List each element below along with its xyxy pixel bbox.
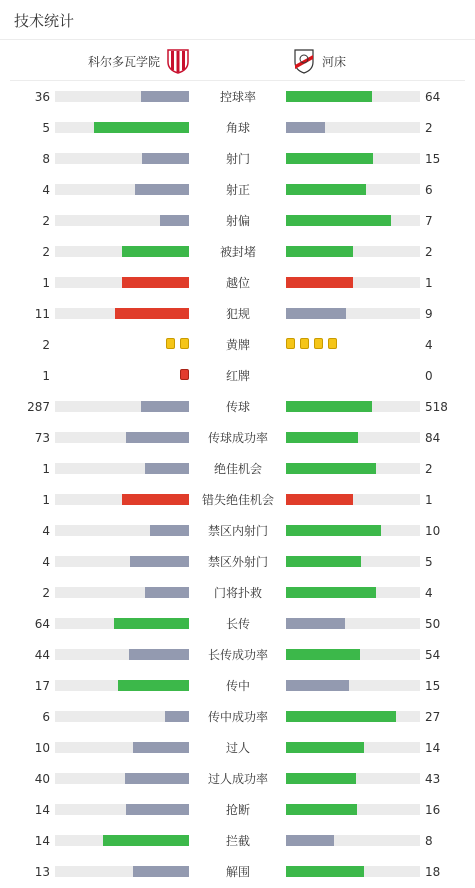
stat-row — [0, 639, 475, 670]
page-title: 技术统计 — [14, 12, 75, 30]
away-bar-fill — [286, 91, 372, 102]
stat-row — [0, 794, 475, 825]
away-bar-track — [286, 153, 420, 164]
home-bar-track — [55, 401, 189, 412]
stats-list — [0, 81, 475, 887]
home-bar-track — [55, 246, 189, 257]
stat-label: 红牌 — [225, 369, 250, 383]
away-value: 5 — [425, 555, 433, 569]
away-bar-fill — [286, 277, 353, 288]
away-bar-fill — [286, 153, 373, 164]
away-bar-fill — [286, 866, 364, 877]
stat-row — [0, 670, 475, 701]
home-bar-fill — [122, 246, 189, 257]
away-bar-fill — [286, 246, 353, 257]
home-value: 1 — [42, 369, 50, 383]
stat-row — [0, 546, 475, 577]
away-value: 14 — [425, 741, 441, 755]
away-team[interactable] — [292, 47, 346, 75]
home-value: 1 — [42, 276, 50, 290]
stat-row — [0, 329, 475, 360]
away-value: 4 — [425, 338, 433, 352]
away-bar-fill — [286, 463, 376, 474]
stat-label: 射门 — [225, 152, 250, 166]
home-value: 287 — [27, 400, 50, 414]
away-bar-track — [286, 122, 420, 133]
home-value: 17 — [34, 679, 50, 693]
away-value: 18 — [425, 865, 441, 879]
away-value: 2 — [425, 245, 433, 259]
away-bar-fill — [286, 680, 349, 691]
away-value: 2 — [425, 121, 433, 135]
stat-label: 黄牌 — [225, 338, 250, 352]
home-value: 14 — [34, 834, 50, 848]
stat-label: 传球成功率 — [207, 431, 268, 445]
away-bar-fill — [286, 742, 364, 753]
home-bar-track — [55, 618, 189, 629]
stat-row — [0, 856, 475, 887]
away-bar-fill — [286, 711, 396, 722]
instituto-crest-icon — [166, 48, 190, 74]
home-bar-track — [55, 680, 189, 691]
away-bar-track — [286, 246, 420, 257]
away-value: 9 — [425, 307, 433, 321]
stat-row — [0, 236, 475, 267]
home-bar-fill — [142, 153, 189, 164]
home-bar-fill — [160, 215, 189, 226]
home-value: 64 — [34, 617, 50, 631]
home-bar-track — [55, 463, 189, 474]
home-bar-track — [55, 556, 189, 567]
home-value: 8 — [42, 152, 50, 166]
home-value: 4 — [42, 183, 50, 197]
home-value: 1 — [42, 493, 50, 507]
away-bar-track — [286, 866, 420, 877]
away-bar-track — [286, 618, 420, 629]
stat-label: 长传 — [225, 617, 250, 631]
home-value: 73 — [34, 431, 50, 445]
stat-label: 绝佳机会 — [213, 462, 262, 476]
away-value: 1 — [425, 493, 433, 507]
away-value: 4 — [425, 586, 433, 600]
away-bar-fill — [286, 432, 358, 443]
home-bar-track — [55, 525, 189, 536]
away-bar-track — [286, 804, 420, 815]
stat-label: 过人成功率 — [207, 772, 268, 786]
stat-row — [0, 732, 475, 763]
home-value: 11 — [34, 307, 50, 321]
stat-label: 传中成功率 — [207, 710, 268, 724]
stat-label: 禁区外射门 — [207, 555, 268, 569]
home-bar-fill — [133, 742, 189, 753]
stat-row — [0, 825, 475, 856]
away-bar-track — [286, 308, 420, 319]
home-value: 1 — [42, 462, 50, 476]
header — [0, 0, 475, 40]
away-value: 7 — [425, 214, 433, 228]
away-value: 0 — [425, 369, 433, 383]
away-bar-track — [286, 401, 420, 412]
away-bar-fill — [286, 618, 345, 629]
away-bar-track — [286, 215, 420, 226]
home-value: 2 — [42, 338, 50, 352]
stat-row — [0, 608, 475, 639]
stat-row — [0, 701, 475, 732]
away-bar-track — [286, 680, 420, 691]
stat-row — [0, 143, 475, 174]
home-bar-track — [55, 835, 189, 846]
home-bar-track — [55, 184, 189, 195]
home-value: 4 — [42, 524, 50, 538]
home-value: 4 — [42, 555, 50, 569]
stat-row — [0, 174, 475, 205]
away-cards — [286, 338, 337, 349]
home-bar-fill — [115, 308, 189, 319]
away-bar-track — [286, 184, 420, 195]
yellow-card-icon — [328, 338, 337, 349]
home-bar-fill — [129, 649, 189, 660]
away-bar-track — [286, 773, 420, 784]
away-bar-fill — [286, 773, 356, 784]
away-value: 43 — [425, 772, 441, 786]
yellow-card-icon — [300, 338, 309, 349]
home-cards — [166, 338, 189, 349]
stat-label: 解围 — [225, 865, 250, 879]
team-header — [10, 41, 465, 81]
stat-row — [0, 205, 475, 236]
home-value: 36 — [34, 90, 50, 104]
away-bar-track — [286, 742, 420, 753]
home-bar-fill — [145, 587, 189, 598]
stat-row — [0, 298, 475, 329]
home-value: 5 — [42, 121, 50, 135]
home-bar-fill — [103, 835, 189, 846]
stat-row — [0, 577, 475, 608]
away-value: 54 — [425, 648, 441, 662]
red-card-icon — [180, 369, 189, 380]
yellow-card-icon — [166, 338, 175, 349]
home-bar-fill — [141, 91, 189, 102]
away-bar-track — [286, 463, 420, 474]
away-bar-fill — [286, 308, 346, 319]
stat-label: 传中 — [225, 679, 250, 693]
stat-label: 越位 — [225, 276, 250, 290]
home-bar-fill — [126, 804, 189, 815]
stat-row — [0, 81, 475, 112]
stat-label: 过人 — [225, 741, 250, 755]
home-value: 14 — [34, 803, 50, 817]
away-bar-track — [286, 277, 420, 288]
away-bar-fill — [286, 587, 376, 598]
home-value: 10 — [34, 741, 50, 755]
away-value: 15 — [425, 679, 441, 693]
home-bar-track — [55, 122, 189, 133]
away-value: 15 — [425, 152, 441, 166]
home-bar-fill — [165, 711, 189, 722]
home-bar-fill — [135, 184, 189, 195]
home-bar-fill — [145, 463, 189, 474]
home-bar-fill — [126, 432, 189, 443]
stat-row — [0, 112, 475, 143]
away-bar-track — [286, 835, 420, 846]
home-bar-track — [55, 153, 189, 164]
away-bar-track — [286, 91, 420, 102]
home-value: 2 — [42, 245, 50, 259]
home-bar-fill — [114, 618, 189, 629]
stat-label: 传球 — [225, 400, 250, 414]
away-value: 8 — [425, 834, 433, 848]
home-bar-track — [55, 804, 189, 815]
yellow-card-icon — [314, 338, 323, 349]
stat-label: 抢断 — [225, 803, 250, 817]
away-value: 518 — [425, 400, 448, 414]
home-bar-fill — [122, 494, 189, 505]
stat-row — [0, 267, 475, 298]
stat-label: 长传成功率 — [207, 648, 268, 662]
home-bar-fill — [133, 866, 189, 877]
home-value: 2 — [42, 214, 50, 228]
away-bar-fill — [286, 494, 353, 505]
away-bar-track — [286, 556, 420, 567]
home-bar-track — [55, 711, 189, 722]
stat-label: 射偏 — [225, 214, 250, 228]
away-bar-track — [286, 432, 420, 443]
home-value: 2 — [42, 586, 50, 600]
stat-label: 错失绝佳机会 — [201, 493, 274, 507]
stat-label: 被封堵 — [219, 245, 256, 259]
home-team[interactable] — [88, 47, 190, 75]
home-bar-fill — [122, 277, 189, 288]
away-bar-track — [286, 494, 420, 505]
away-value: 10 — [425, 524, 441, 538]
home-bar-track — [55, 742, 189, 753]
home-bar-track — [55, 91, 189, 102]
away-bar-fill — [286, 122, 325, 133]
away-value: 27 — [425, 710, 441, 724]
home-bar-fill — [141, 401, 189, 412]
away-bar-fill — [286, 215, 391, 226]
home-bar-fill — [94, 122, 189, 133]
away-team-name: 河床 — [322, 54, 347, 69]
home-bar-track — [55, 773, 189, 784]
home-bar-track — [55, 866, 189, 877]
home-bar-track — [55, 432, 189, 443]
away-value: 1 — [425, 276, 433, 290]
home-bar-fill — [150, 525, 189, 536]
home-bar-fill — [125, 773, 189, 784]
home-cards — [180, 369, 189, 380]
home-bar-track — [55, 494, 189, 505]
stat-row — [0, 763, 475, 794]
home-value: 13 — [34, 865, 50, 879]
away-value: 64 — [425, 90, 441, 104]
stat-label: 犯规 — [225, 307, 250, 321]
away-value: 84 — [425, 431, 441, 445]
stat-row — [0, 422, 475, 453]
river-plate-crest-icon — [292, 48, 316, 74]
home-bar-track — [55, 277, 189, 288]
yellow-card-icon — [180, 338, 189, 349]
away-value: 6 — [425, 183, 433, 197]
home-value: 40 — [34, 772, 50, 786]
stat-label: 控球率 — [219, 90, 256, 104]
home-value: 44 — [34, 648, 50, 662]
away-bar-fill — [286, 649, 360, 660]
away-bar-track — [286, 587, 420, 598]
away-bar-fill — [286, 804, 357, 815]
home-value: 6 — [42, 710, 50, 724]
stat-label: 射正 — [225, 183, 250, 197]
home-bar-track — [55, 215, 189, 226]
stat-label: 拦截 — [225, 834, 250, 848]
home-team-name: 科尔多瓦学院 — [87, 54, 160, 69]
stat-row — [0, 453, 475, 484]
stat-row — [0, 484, 475, 515]
away-bar-fill — [286, 184, 366, 195]
away-value: 16 — [425, 803, 441, 817]
away-bar-track — [286, 649, 420, 660]
away-value: 2 — [425, 462, 433, 476]
away-value: 50 — [425, 617, 441, 631]
home-bar-fill — [118, 680, 189, 691]
yellow-card-icon — [286, 338, 295, 349]
away-bar-fill — [286, 401, 372, 412]
home-bar-track — [55, 649, 189, 660]
stat-label: 角球 — [225, 121, 250, 135]
away-bar-fill — [286, 525, 381, 536]
stat-row — [0, 360, 475, 391]
away-bar-fill — [286, 556, 361, 567]
stat-row — [0, 515, 475, 546]
home-bar-track — [55, 587, 189, 598]
home-bar-track — [55, 308, 189, 319]
away-bar-track — [286, 711, 420, 722]
stat-label: 禁区内射门 — [207, 524, 268, 538]
stat-label: 门将扑救 — [213, 586, 262, 600]
away-bar-track — [286, 525, 420, 536]
home-bar-fill — [130, 556, 189, 567]
stat-row — [0, 391, 475, 422]
away-bar-fill — [286, 835, 334, 846]
